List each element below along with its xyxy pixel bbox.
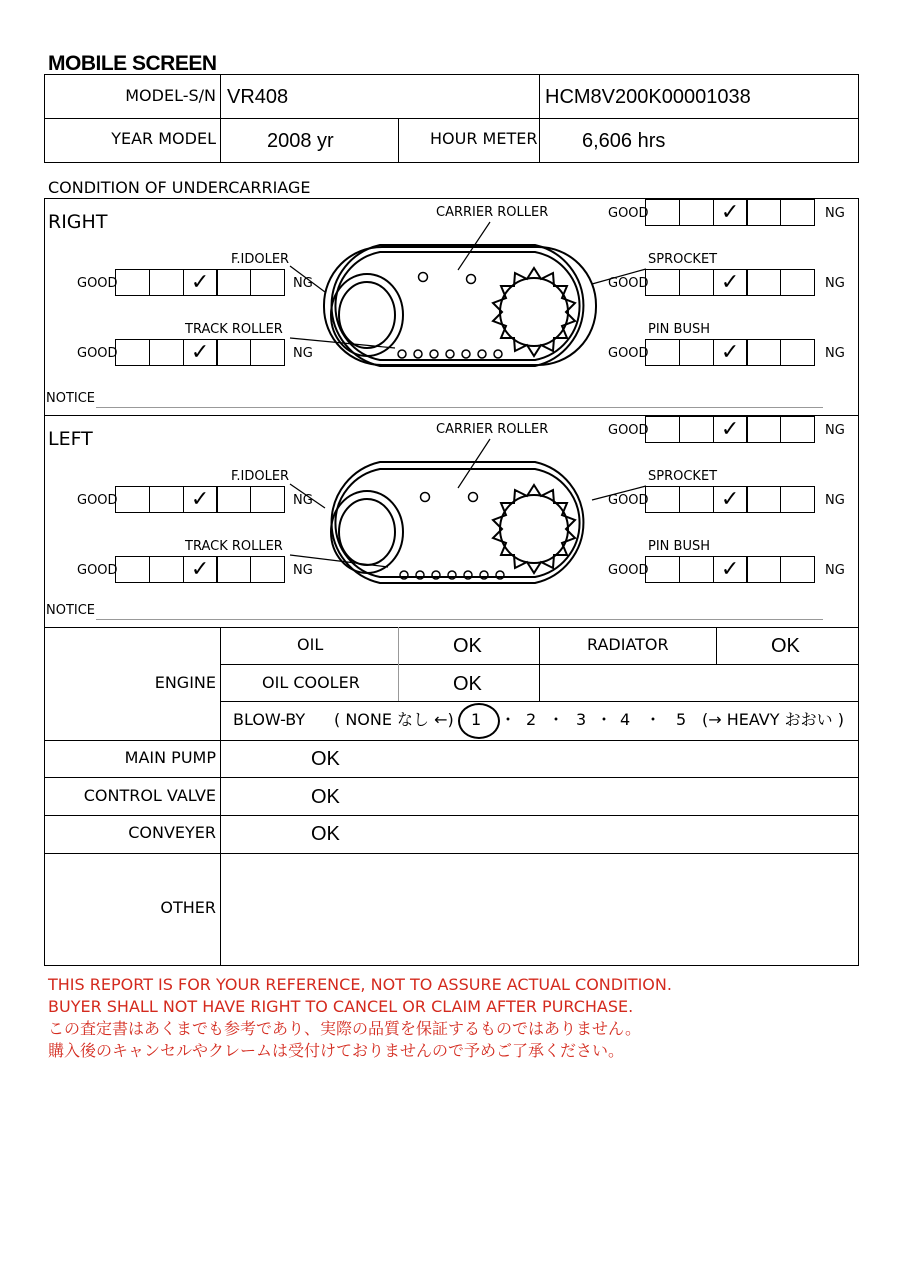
good-label: GOOD — [77, 493, 118, 508]
oil-label: OIL — [297, 635, 324, 654]
rating-cell — [746, 269, 781, 296]
ng-label: NG — [293, 563, 313, 578]
rating-cell — [183, 486, 218, 513]
right-pin-bush-label: PIN BUSH — [648, 322, 710, 337]
rating-cell — [183, 269, 218, 296]
conveyer-label: CONVEYER — [128, 823, 216, 842]
rating-cell — [746, 339, 781, 366]
good-label: GOOD — [608, 423, 649, 438]
rating-scale-right-carrier-roller — [645, 199, 815, 226]
ng-label: NG — [825, 276, 845, 291]
rating-cell — [713, 416, 748, 443]
engine-label: ENGINE — [154, 673, 216, 692]
blowby-selection-circle — [458, 703, 500, 739]
blowby-option: 1 — [471, 710, 482, 729]
rating-cell — [149, 269, 184, 296]
ng-label: NG — [293, 493, 313, 508]
rating-cell — [746, 486, 781, 513]
rating-cell — [183, 556, 218, 583]
radiator-value: OK — [771, 635, 800, 657]
right-track-roller-label: TRACK ROLLER — [185, 322, 283, 337]
rating-scale-left-sprocket — [645, 486, 815, 513]
left-carrier-roller-label: CARRIER ROLLER — [436, 422, 549, 437]
rating-cell — [713, 269, 748, 296]
rating-cell — [216, 556, 251, 583]
rating-scale-right-track-roller — [115, 339, 285, 366]
rating-cell — [679, 339, 714, 366]
ng-label: NG — [293, 346, 313, 361]
rating-cell — [679, 269, 714, 296]
rating-cell — [780, 556, 815, 583]
undercarriage-section-label: CONDITION OF UNDERCARRIAGE — [48, 178, 311, 197]
good-label: GOOD — [77, 276, 118, 291]
control-valve-label: CONTROL VALVE — [83, 786, 216, 805]
year-model-label: YEAR MODEL — [111, 129, 216, 148]
good-label: GOOD — [608, 206, 649, 221]
blowby-separator: ・ — [645, 710, 662, 729]
check-mark-icon: ✓ — [190, 340, 210, 365]
disclaimer-line-1: THIS REPORT IS FOR YOUR REFERENCE, NOT TO ASSURE ACTUAL CONDITION. — [48, 975, 672, 994]
oil-value: OK — [453, 635, 482, 657]
right-carrier-roller-label: CARRIER ROLLER — [436, 205, 549, 220]
blowby-scale-left: ( NONE なし ←) — [334, 710, 454, 729]
rating-cell — [679, 556, 714, 583]
check-mark-icon: ✓ — [720, 270, 740, 295]
radiator-label: RADIATOR — [587, 635, 669, 654]
ng-label: NG — [825, 423, 845, 438]
rating-cell — [216, 339, 251, 366]
left-notice-label: NOTICE — [46, 603, 96, 618]
left-notice-line — [96, 619, 823, 620]
rating-cell — [216, 486, 251, 513]
left-track-roller-label: TRACK ROLLER — [185, 539, 283, 554]
check-mark-icon: ✓ — [190, 270, 210, 295]
rating-cell — [645, 199, 680, 226]
rating-cell — [216, 269, 251, 296]
left-side-label: LEFT — [48, 428, 93, 450]
ng-label: NG — [825, 346, 845, 361]
blowby-option: 2 — [526, 710, 537, 729]
hour-meter-label: HOUR METER — [430, 129, 538, 148]
check-mark-icon: ✓ — [720, 417, 740, 442]
rating-cell — [250, 269, 285, 296]
rating-cell — [115, 339, 150, 366]
hour-meter-value: 6,606 hrs — [582, 130, 666, 152]
right-notice-line — [96, 407, 823, 408]
rating-scale-left-f-idoler — [115, 486, 285, 513]
rating-cell — [115, 269, 150, 296]
check-mark-icon: ✓ — [190, 557, 210, 582]
good-label: GOOD — [77, 563, 118, 578]
rating-cell — [746, 556, 781, 583]
oil-cooler-value: OK — [453, 673, 482, 695]
rating-cell — [713, 486, 748, 513]
rating-cell — [780, 416, 815, 443]
left-sprocket-label: SPROCKET — [648, 469, 718, 484]
serial-value: HCM8V200K00001038 — [545, 86, 751, 108]
good-label: GOOD — [608, 493, 649, 508]
rating-cell — [780, 269, 815, 296]
good-label: GOOD — [608, 346, 649, 361]
rating-cell — [780, 199, 815, 226]
rating-cell — [645, 556, 680, 583]
rating-scale-left-track-roller — [115, 556, 285, 583]
rating-cell — [250, 486, 285, 513]
conveyer-value: OK — [311, 823, 340, 845]
rating-scale-left-carrier-roller — [645, 416, 815, 443]
rating-cell — [679, 416, 714, 443]
rating-cell — [149, 486, 184, 513]
page-title: MOBILE SCREEN — [48, 52, 217, 75]
blowby-separator: ・ — [548, 710, 565, 729]
good-label: GOOD — [608, 563, 649, 578]
blowby-option: 4 — [620, 710, 631, 729]
left-pin-bush-label: PIN BUSH — [648, 539, 710, 554]
rating-cell — [746, 416, 781, 443]
model-sn-label: MODEL-S/N — [125, 86, 216, 105]
rating-cell — [149, 556, 184, 583]
rating-scale-right-pin-bush — [645, 339, 815, 366]
rating-cell — [250, 339, 285, 366]
year-model-value: 2008 yr — [267, 130, 334, 152]
other-label: OTHER — [160, 898, 216, 917]
rating-cell — [780, 339, 815, 366]
rating-scale-right-f-idoler — [115, 269, 285, 296]
right-sprocket-label: SPROCKET — [648, 252, 718, 267]
rating-cell — [645, 416, 680, 443]
rating-cell — [780, 486, 815, 513]
blowby-separator: ・ — [500, 710, 517, 729]
blowby-scale-right: (→ HEAVY おおい ) — [702, 710, 844, 729]
check-mark-icon: ✓ — [190, 487, 210, 512]
good-label: GOOD — [77, 346, 118, 361]
rating-cell — [183, 339, 218, 366]
rating-cell — [645, 339, 680, 366]
main-pump-value: OK — [311, 748, 340, 770]
rating-cell — [149, 339, 184, 366]
model-value: VR408 — [227, 86, 289, 108]
rating-cell — [746, 199, 781, 226]
rating-cell — [645, 269, 680, 296]
rating-cell — [713, 199, 748, 226]
rating-scale-left-pin-bush — [645, 556, 815, 583]
control-valve-value: OK — [311, 786, 340, 808]
right-side-label: RIGHT — [48, 211, 108, 233]
blowby-option: 3 — [576, 710, 587, 729]
rating-cell — [679, 486, 714, 513]
main-pump-label: MAIN PUMP — [124, 748, 216, 767]
right-f-idoler-label: F.IDOLER — [231, 252, 290, 267]
rating-cell — [115, 556, 150, 583]
rating-cell — [115, 486, 150, 513]
rating-cell — [250, 556, 285, 583]
check-mark-icon: ✓ — [720, 487, 740, 512]
disclaimer-line-3: この査定書はあくまでも参考であり、実際の品質を保証するものではありません。 — [48, 1019, 641, 1038]
disclaimer-line-4: 購入後のキャンセルやクレームは受付けておりませんので予めご了承ください。 — [48, 1041, 625, 1060]
check-mark-icon: ✓ — [720, 200, 740, 225]
blowby-separator: ・ — [596, 710, 613, 729]
ng-label: NG — [825, 206, 845, 221]
check-mark-icon: ✓ — [720, 340, 740, 365]
oil-cooler-label: OIL COOLER — [262, 673, 360, 692]
rating-cell — [645, 486, 680, 513]
left-f-idoler-label: F.IDOLER — [231, 469, 290, 484]
rating-cell — [679, 199, 714, 226]
rating-cell — [713, 339, 748, 366]
check-mark-icon: ✓ — [720, 557, 740, 582]
rating-cell — [713, 556, 748, 583]
rating-scale-right-sprocket — [645, 269, 815, 296]
good-label: GOOD — [608, 276, 649, 291]
disclaimer-line-2: BUYER SHALL NOT HAVE RIGHT TO CANCEL OR CLAIM AFTER PURCHASE. — [48, 997, 634, 1016]
ng-label: NG — [293, 276, 313, 291]
ng-label: NG — [825, 563, 845, 578]
blowby-label: BLOW-BY — [233, 710, 306, 729]
right-notice-label: NOTICE — [46, 391, 96, 406]
ng-label: NG — [825, 493, 845, 508]
blowby-option: 5 — [676, 710, 687, 729]
